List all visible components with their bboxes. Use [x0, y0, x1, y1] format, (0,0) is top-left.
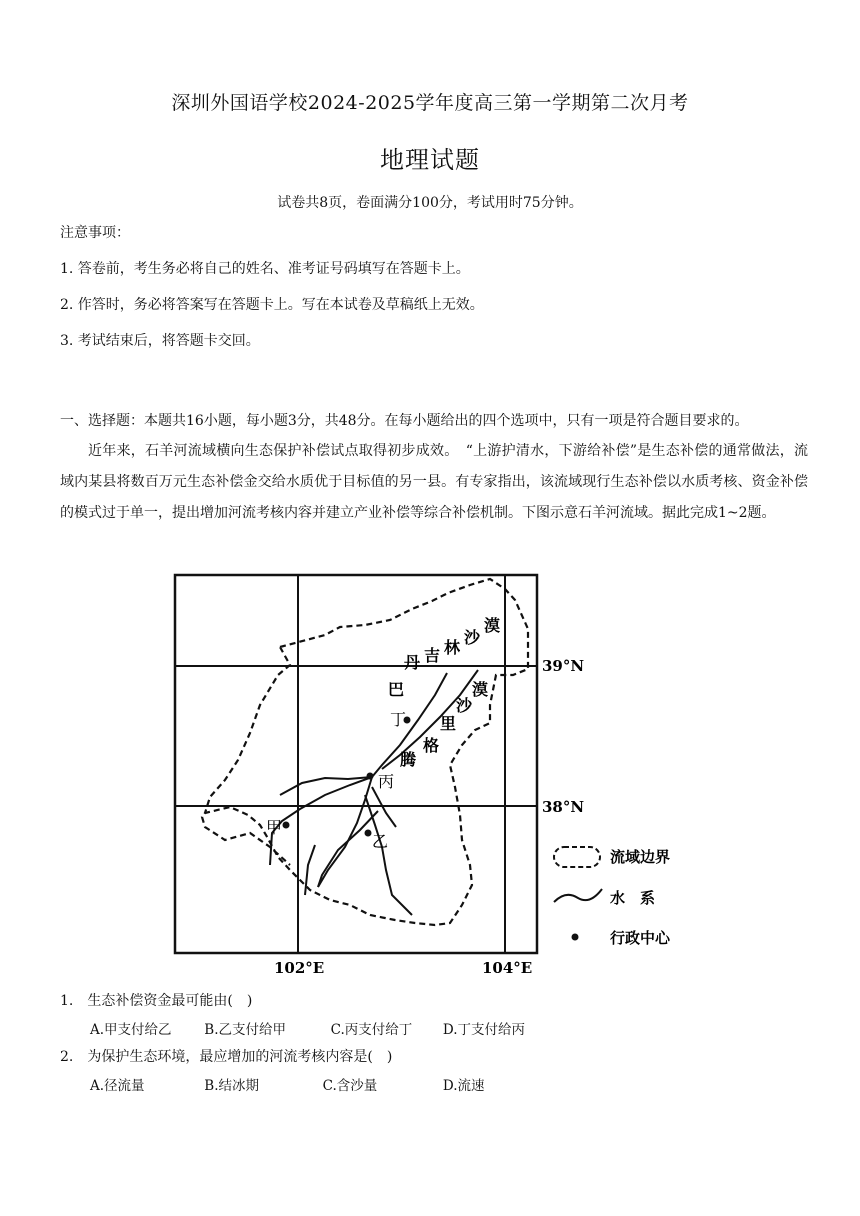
- place-jia: 甲: [266, 818, 283, 837]
- map-legend: [554, 847, 671, 947]
- note-item: 1. 答卷前，考生务必将自己的姓名、准考证号码填写在答题卡上。: [60, 261, 470, 277]
- place-bing: 丙: [378, 772, 395, 791]
- notes-title: 注意事项：: [60, 225, 130, 241]
- q1-option-c: C.丙支付给丁: [330, 1022, 413, 1038]
- desert-badain-char: 林: [444, 638, 461, 657]
- exam-info: 试卷共8页，卷面满分100分，考试用时75分钟。: [277, 195, 583, 211]
- desert-badain-char: 巴: [388, 680, 405, 699]
- river-system: [270, 670, 478, 915]
- q2-option-b: B.结冰期: [204, 1078, 260, 1094]
- desert-badain-char: 沙: [464, 628, 481, 647]
- desert-badain-char: 漠: [484, 616, 501, 635]
- center-dot-bing: [367, 773, 374, 780]
- legend-center-label: 行政中心: [610, 929, 671, 947]
- desert-badain-char: 丹: [404, 653, 421, 672]
- legend-river-label: 水 系: [610, 889, 656, 907]
- lon-label-104: 104°E: [482, 959, 533, 977]
- shiyang-river-map: [150, 565, 710, 985]
- q2-option-d: D.流速: [442, 1078, 485, 1094]
- q1-option-b: B.乙支付给甲: [204, 1022, 287, 1038]
- question-1-stem: 1. 生态补偿资金最可能由( ): [60, 993, 253, 1009]
- desert-tengger-char: 沙: [456, 696, 473, 715]
- question-1-options: [90, 1018, 525, 1038]
- note-item: 3. 考试结束后，将答题卡交回。: [60, 333, 260, 349]
- legend-river-symbol: [554, 889, 602, 902]
- note-item: 2. 作答时，务必将答案写在答题卡上。写在本试卷及草稿纸上无效。: [60, 297, 484, 313]
- legend-boundary-symbol: [554, 847, 600, 867]
- desert-tengger-char: 漠: [472, 680, 489, 699]
- exam-title: 深圳外国语学校2024-2025学年度高三第一学期第二次月考: [171, 92, 689, 114]
- question-2-stem: 2. 为保护生态环境，最应增加的河流考核内容是( ): [60, 1049, 393, 1065]
- desert-tengger-char: 里: [440, 714, 457, 733]
- q1-option-a: A.甲支付给乙: [90, 1022, 172, 1038]
- place-yi: 乙: [372, 832, 389, 851]
- lat-label-38: 38°N: [542, 798, 585, 816]
- legend-boundary-label: 流域边界: [610, 848, 671, 866]
- place-ding: 丁: [390, 710, 407, 729]
- subject-title: 地理试题: [380, 146, 480, 174]
- passage: 近年来，石羊河流域横向生态保护补偿试点取得初步成效。 “上游护清水，下游给补偿”是生态补偿的通常做法，流域内某县将数百万元生态补偿金交给水质优于目标值的另一县。有专家指出，该流域现行生态补偿以水质考核、资金补偿的模式过于单一，提出增加河流考核内容并建立产业补偿等综合补偿机制。下图示意石羊河流域。据此完成1~2题。: [60, 443, 808, 521]
- desert-tengger-char: 腾: [400, 750, 417, 769]
- lat-label-39: 39°N: [542, 657, 585, 675]
- desert-badain-char: 吉: [424, 646, 441, 665]
- q2-option-c: C.含沙量: [322, 1078, 378, 1094]
- lon-label-102: 102°E: [274, 959, 325, 977]
- question-2-options: [90, 1074, 485, 1094]
- legend-center-symbol: [572, 934, 579, 941]
- desert-tengger-char: 格: [423, 736, 440, 755]
- map-frame: [175, 575, 537, 953]
- center-dot-jia: [283, 822, 290, 829]
- q2-option-a: A.径流量: [90, 1078, 145, 1094]
- section-title: 一、选择题：本题共16小题，每小题3分，共48分。在每小题给出的四个选项中，只有一项是符合题目要求的。: [60, 413, 749, 429]
- q1-option-d: D.丁支付给丙: [442, 1022, 526, 1038]
- center-dot-yi: [365, 830, 372, 837]
